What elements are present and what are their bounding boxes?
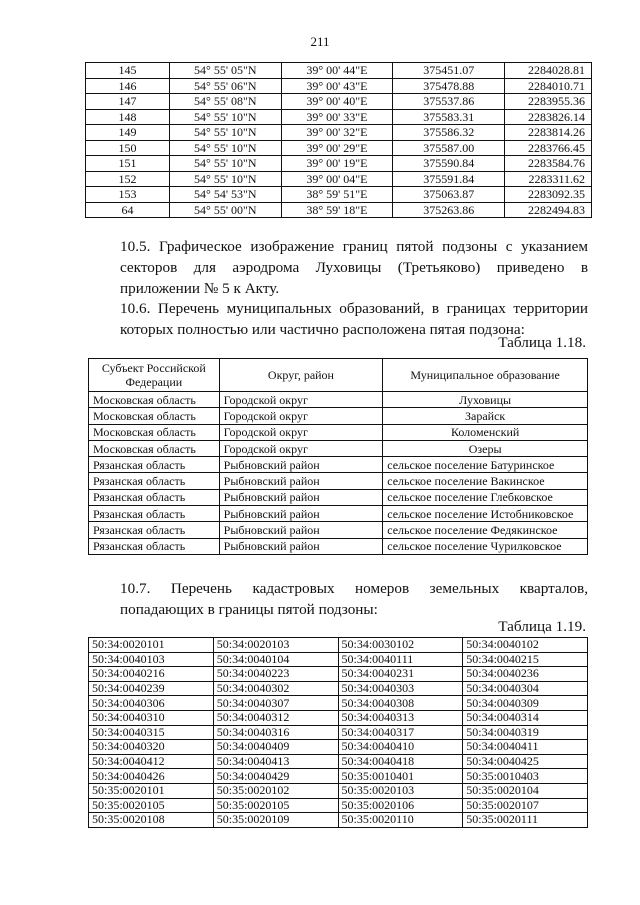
subject-cell: Московская область (89, 424, 220, 440)
subject-cell: Московская область (89, 408, 220, 424)
cadastral-number: 50:34:0040429 (213, 769, 338, 784)
municipality-cell: сельское поселение Федякинское (383, 522, 588, 538)
cadastral-number: 50:34:0040409 (213, 740, 338, 755)
cadastral-number: 50:35:0020105 (213, 798, 338, 813)
cadastral-number: 50:34:0040111 (338, 652, 463, 667)
cadastral-number: 50:35:0010403 (463, 769, 588, 784)
cadastral-number: 50:34:0020103 (213, 638, 338, 653)
point-number: 150 (86, 140, 170, 156)
cadastral-number: 50:34:0040425 (463, 754, 588, 769)
table-row (89, 392, 588, 408)
table-1-19-caption: Таблица 1.19. (498, 618, 586, 635)
table-1-18-caption: Таблица 1.18. (498, 334, 586, 351)
x-coord: 375478.88 (393, 78, 505, 94)
cadastral-number: 50:35:0020107 (463, 798, 588, 813)
x-coord: 375583.31 (393, 109, 505, 125)
latitude: 54° 55' 00"N (169, 202, 281, 218)
point-number: 151 (86, 156, 170, 172)
municipality-cell: сельское поселение Вакинское (383, 473, 588, 489)
table-row (89, 424, 588, 440)
table-row (89, 769, 588, 784)
latitude: 54° 55' 05"N (169, 63, 281, 79)
okrug-cell: Городской округ (219, 440, 383, 456)
table-row (86, 156, 592, 172)
cadastral-number: 50:34:0040320 (89, 740, 214, 755)
table-row (89, 440, 588, 456)
table-row (86, 187, 592, 203)
y-coord: 2283955.36 (505, 94, 592, 110)
y-coord: 2283766.45 (505, 140, 592, 156)
longitude: 39° 00' 44"E (281, 63, 393, 79)
subject-cell: Московская область (89, 440, 220, 456)
cadastral-number: 50:34:0040413 (213, 754, 338, 769)
point-number: 148 (86, 109, 170, 125)
okrug-cell: Рыбновский район (219, 473, 383, 489)
cadastral-number: 50:34:0040418 (338, 754, 463, 769)
municipality-cell: Луховицы (383, 392, 588, 408)
latitude: 54° 55' 10"N (169, 140, 281, 156)
cadastral-number: 50:34:0040411 (463, 740, 588, 755)
longitude: 39° 00' 29"E (281, 140, 393, 156)
table-row (89, 457, 588, 473)
y-coord: 2283092.35 (505, 187, 592, 203)
okrug-cell: Рыбновский район (219, 522, 383, 538)
latitude: 54° 55' 06"N (169, 78, 281, 94)
longitude: 39° 00' 04"E (281, 171, 393, 187)
header-subject: Субъект Российской Федерации (89, 359, 220, 392)
table-row (89, 638, 588, 653)
cadastral-number: 50:34:0020101 (89, 638, 214, 653)
okrug-cell: Рыбновский район (219, 538, 383, 554)
cadastral-number: 50:34:0040314 (463, 710, 588, 725)
municipality-cell: сельское поселение Батуринское (383, 457, 588, 473)
subject-cell: Рязанская область (89, 538, 220, 554)
okrug-cell: Рыбновский район (219, 457, 383, 473)
x-coord: 375587.00 (393, 140, 505, 156)
header-municipality: Муниципальное образование (383, 359, 588, 392)
y-coord: 2283311.62 (505, 171, 592, 187)
cadastral-number: 50:35:0020108 (89, 813, 214, 828)
paragraph-10-7-text: 10.7. Перечень кадастровых номеров земельных кварталов, попадающих в границы пятой подзоны: (120, 580, 588, 618)
cadastral-number: 50:34:0040410 (338, 740, 463, 755)
okrug-cell: Рыбновский район (219, 506, 383, 522)
cadastral-number: 50:34:0040104 (213, 652, 338, 667)
table-row (89, 473, 588, 489)
point-number: 153 (86, 187, 170, 203)
okrug-cell: Рыбновский район (219, 489, 383, 505)
table-row (86, 63, 592, 79)
coordinates-table (85, 62, 592, 218)
cadastral-number: 50:35:0010401 (338, 769, 463, 784)
table-header-row (89, 359, 588, 392)
cadastral-number: 50:35:0020111 (463, 813, 588, 828)
header-okrug: Округ, район (219, 359, 383, 392)
table-row (89, 522, 588, 538)
table-row (86, 78, 592, 94)
table-row (86, 94, 592, 110)
table-row (89, 783, 588, 798)
point-number: 145 (86, 63, 170, 79)
cadastral-number: 50:34:0040308 (338, 696, 463, 711)
table-row (89, 740, 588, 755)
point-number: 64 (86, 202, 170, 218)
municipality-cell: сельское поселение Глебковское (383, 489, 588, 505)
cadastral-number: 50:34:0040312 (213, 710, 338, 725)
cadastral-number: 50:34:0040310 (89, 710, 214, 725)
page-number: 211 (310, 34, 330, 49)
cadastral-table (88, 637, 588, 828)
municipality-cell: сельское поселение Истобниковское (383, 506, 588, 522)
okrug-cell: Городской округ (219, 424, 383, 440)
longitude: 39° 00' 32"E (281, 125, 393, 141)
cadastral-number: 50:34:0040309 (463, 696, 588, 711)
cadastral-number: 50:35:0020101 (89, 783, 214, 798)
cadastral-number: 50:34:0040215 (463, 652, 588, 667)
x-coord: 375537.86 (393, 94, 505, 110)
latitude: 54° 54' 53"N (169, 187, 281, 203)
municipality-cell: Озеры (383, 440, 588, 456)
subject-cell: Рязанская область (89, 522, 220, 538)
table-row (89, 652, 588, 667)
table-row (89, 813, 588, 828)
cadastral-number: 50:35:0020105 (89, 798, 214, 813)
okrug-cell: Городской округ (219, 392, 383, 408)
table-row (89, 489, 588, 505)
paragraph-10-5 (88, 236, 588, 299)
cadastral-number: 50:34:0040231 (338, 667, 463, 682)
table-row (89, 798, 588, 813)
cadastral-number: 50:34:0040302 (213, 681, 338, 696)
point-number: 149 (86, 125, 170, 141)
longitude: 39° 00' 33"E (281, 109, 393, 125)
table-row (89, 667, 588, 682)
x-coord: 375590.84 (393, 156, 505, 172)
cadastral-number: 50:35:0020104 (463, 783, 588, 798)
cadastral-number: 50:34:0040317 (338, 725, 463, 740)
cadastral-number: 50:35:0020109 (213, 813, 338, 828)
y-coord: 2283826.14 (505, 109, 592, 125)
table-row (86, 171, 592, 187)
y-coord: 2284010.71 (505, 78, 592, 94)
subject-cell: Рязанская область (89, 489, 220, 505)
cadastral-number: 50:34:0040307 (213, 696, 338, 711)
municipality-cell: Зарайск (383, 408, 588, 424)
x-coord: 375063.87 (393, 187, 505, 203)
paragraph-10-6-text: 10.6. Перечень муниципальных образований, в границах территории которых полностью или частично расположена пятая подзона: (120, 300, 588, 338)
cadastral-number: 50:34:0040412 (89, 754, 214, 769)
municipality-cell: сельское поселение Чурилковское (383, 538, 588, 554)
cadastral-number: 50:34:0040315 (89, 725, 214, 740)
cadastral-number: 50:35:0020110 (338, 813, 463, 828)
x-coord: 375586.32 (393, 125, 505, 141)
subject-cell: Московская область (89, 392, 220, 408)
x-coord: 375451.07 (393, 63, 505, 79)
longitude: 39° 00' 40"E (281, 94, 393, 110)
longitude: 39° 00' 19"E (281, 156, 393, 172)
cadastral-number: 50:35:0020102 (213, 783, 338, 798)
subject-cell: Рязанская область (89, 457, 220, 473)
longitude: 38° 59' 18"E (281, 202, 393, 218)
point-number: 146 (86, 78, 170, 94)
cadastral-number: 50:34:0040216 (89, 667, 214, 682)
latitude: 54° 55' 10"N (169, 171, 281, 187)
cadastral-number: 50:34:0040304 (463, 681, 588, 696)
municipalities-table (88, 358, 588, 555)
table-row (86, 125, 592, 141)
cadastral-number: 50:35:0020103 (338, 783, 463, 798)
cadastral-number: 50:34:0040319 (463, 725, 588, 740)
cadastral-number: 50:34:0040102 (463, 638, 588, 653)
cadastral-number: 50:34:0040239 (89, 681, 214, 696)
y-coord: 2283814.26 (505, 125, 592, 141)
cadastral-number: 50:35:0020106 (338, 798, 463, 813)
paragraph-10-7 (88, 578, 588, 620)
x-coord: 375591.84 (393, 171, 505, 187)
table-row (89, 696, 588, 711)
municipality-cell: Коломенский (383, 424, 588, 440)
latitude: 54° 55' 08"N (169, 94, 281, 110)
subject-cell: Рязанская область (89, 473, 220, 489)
x-coord: 375263.86 (393, 202, 505, 218)
cadastral-number: 50:34:0040103 (89, 652, 214, 667)
latitude: 54° 55' 10"N (169, 156, 281, 172)
paragraph-10-5-text: 10.5. Графическое изображение границ пятой подзоны с указанием секторов для аэродрома Луховицы (Третьяково) приведено в приложении № 5 к Акту. (120, 238, 588, 297)
table-row (86, 202, 592, 218)
table-row (89, 710, 588, 725)
latitude: 54° 55' 10"N (169, 109, 281, 125)
point-number: 147 (86, 94, 170, 110)
cadastral-number: 50:34:0040306 (89, 696, 214, 711)
cadastral-number: 50:34:0040316 (213, 725, 338, 740)
table-row (86, 109, 592, 125)
cadastral-number: 50:34:0030102 (338, 638, 463, 653)
table-row (89, 725, 588, 740)
cadastral-number: 50:34:0040303 (338, 681, 463, 696)
table-row (89, 408, 588, 424)
cadastral-number: 50:34:0040313 (338, 710, 463, 725)
table-row (86, 140, 592, 156)
cadastral-number: 50:34:0040223 (213, 667, 338, 682)
latitude: 54° 55' 10"N (169, 125, 281, 141)
y-coord: 2284028.81 (505, 63, 592, 79)
y-coord: 2282494.83 (505, 202, 592, 218)
cadastral-number: 50:34:0040236 (463, 667, 588, 682)
table-row (89, 538, 588, 554)
longitude: 38° 59' 51"E (281, 187, 393, 203)
longitude: 39° 00' 43"E (281, 78, 393, 94)
point-number: 152 (86, 171, 170, 187)
okrug-cell: Городской округ (219, 408, 383, 424)
table-row (89, 506, 588, 522)
table-row (89, 681, 588, 696)
table-row (89, 754, 588, 769)
y-coord: 2283584.76 (505, 156, 592, 172)
cadastral-number: 50:34:0040426 (89, 769, 214, 784)
subject-cell: Рязанская область (89, 506, 220, 522)
